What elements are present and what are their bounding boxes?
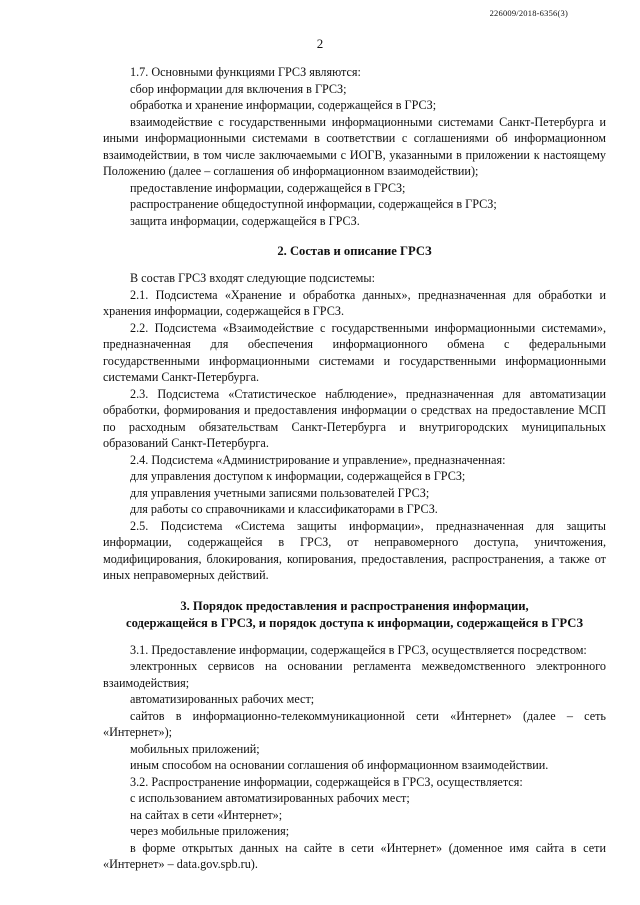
paragraph-2-3: 2.3. Подсистема «Статистическое наблюдение», предназначенная для автоматизации обработки, формирования и предоставления информации о средствах на предоставление МСП по расходным обязательствам Санкт-Петербурга и внутригородских муниципальных образований Санкт-Петербурга.: [103, 386, 606, 450]
list-item: взаимодействие с государственными информационными системами Санкт-Петербурга и иными информационными системами в соответствии с соглашениями об информационном взаимодействии, в том числе заключаемыми с ИОГВ, указанными в приложении к настоящему Положению (далее – соглашения об информационном взаимодействии);: [103, 114, 606, 178]
list-item: для управления доступом к информации, содержащейся в ГРСЗ;: [130, 469, 466, 483]
paragraph-2-4: 2.4. Подсистема «Администрирование и управление», предназначенная:: [130, 452, 506, 467]
list-item: для управления учетными записями пользователей ГРСЗ;: [130, 485, 430, 500]
document-number: 226009/2018-6356(3): [489, 8, 568, 18]
list-item: через мобильные приложения;: [130, 824, 290, 838]
list-item: мобильных приложений;: [130, 741, 260, 756]
list-item: сайтов в информационно-телекоммуникационной сети «Интернет» (далее – сеть «Интернет»);: [103, 708, 606, 739]
paragraph-1-7-intro: 1.7. Основными функциями ГРСЗ являются:: [130, 65, 361, 79]
page-number: 2: [316, 36, 324, 51]
paragraph-2-5: 2.5. Подсистема «Система защиты информации», предназначенная для защиты информации, содержащейся в ГРСЗ, от неправомерного доступа, уничтожения, модифицирования, блокирования, копирования, предоставления, распространения, а также от иных неправомерных действий.: [103, 518, 606, 582]
paragraph-3-2: 3.2. Распространение информации, содержащейся в ГРСЗ, осуществляется:: [130, 774, 523, 789]
section-2-heading: 2. Состав и описание ГРСЗ: [277, 244, 432, 258]
paragraph-2-2: 2.2. Подсистема «Взаимодействие с государственными информационными системами», предназначенная для обеспечения информационного обмена с федеральными государственными информационными системами и государственными информационными системами Санкт-Петербурга.: [103, 320, 606, 384]
list-item: обработка и хранение информации, содержащейся в ГРСЗ;: [130, 98, 437, 112]
list-item: с использованием автоматизированных рабочих мест;: [130, 791, 410, 805]
list-item: на сайтах в сети «Интернет»;: [130, 807, 283, 822]
list-item: защита информации, содержащейся в ГРСЗ.: [130, 213, 360, 228]
list-item: автоматизированных рабочих мест;: [130, 692, 315, 706]
list-item: распространение общедоступной информации, содержащейся в ГРСЗ;: [130, 197, 497, 211]
list-item: для работы со справочниками и классификаторами в ГРСЗ.: [130, 502, 438, 516]
list-item: в форме открытых данных на сайте в сети «Интернет» (доменное имя сайта в сети «Интернет» – data.gov.spb.ru).: [103, 840, 606, 871]
list-item: электронных сервисов на основании регламента межведомственного электронного взаимодействия;: [103, 659, 606, 690]
paragraph-2-1: 2.1. Подсистема «Хранение и обработка данных», предназначенная для обработки и хранения информации, содержащейся в ГРСЗ.: [103, 287, 606, 318]
document-body: [103, 64, 606, 873]
paragraph-2-intro: В состав ГРСЗ входят следующие подсистемы:: [130, 271, 375, 285]
list-item: иным способом на основании соглашения об информационном взаимодействии.: [130, 758, 549, 772]
section-3-heading-line-1: 3. Порядок предоставления и распространения информации,: [180, 598, 529, 613]
list-item: предоставление информации, содержащейся в ГРСЗ;: [130, 180, 406, 195]
paragraph-3-1: 3.1. Предоставление информации, содержащейся в ГРСЗ, осуществляется посредством:: [130, 642, 587, 657]
list-item: сбор информации для включения в ГРСЗ;: [130, 81, 347, 96]
section-3-heading-line-2: содержащейся в ГРСЗ, и порядок доступа к информации, содержащейся в ГРСЗ: [125, 615, 583, 630]
